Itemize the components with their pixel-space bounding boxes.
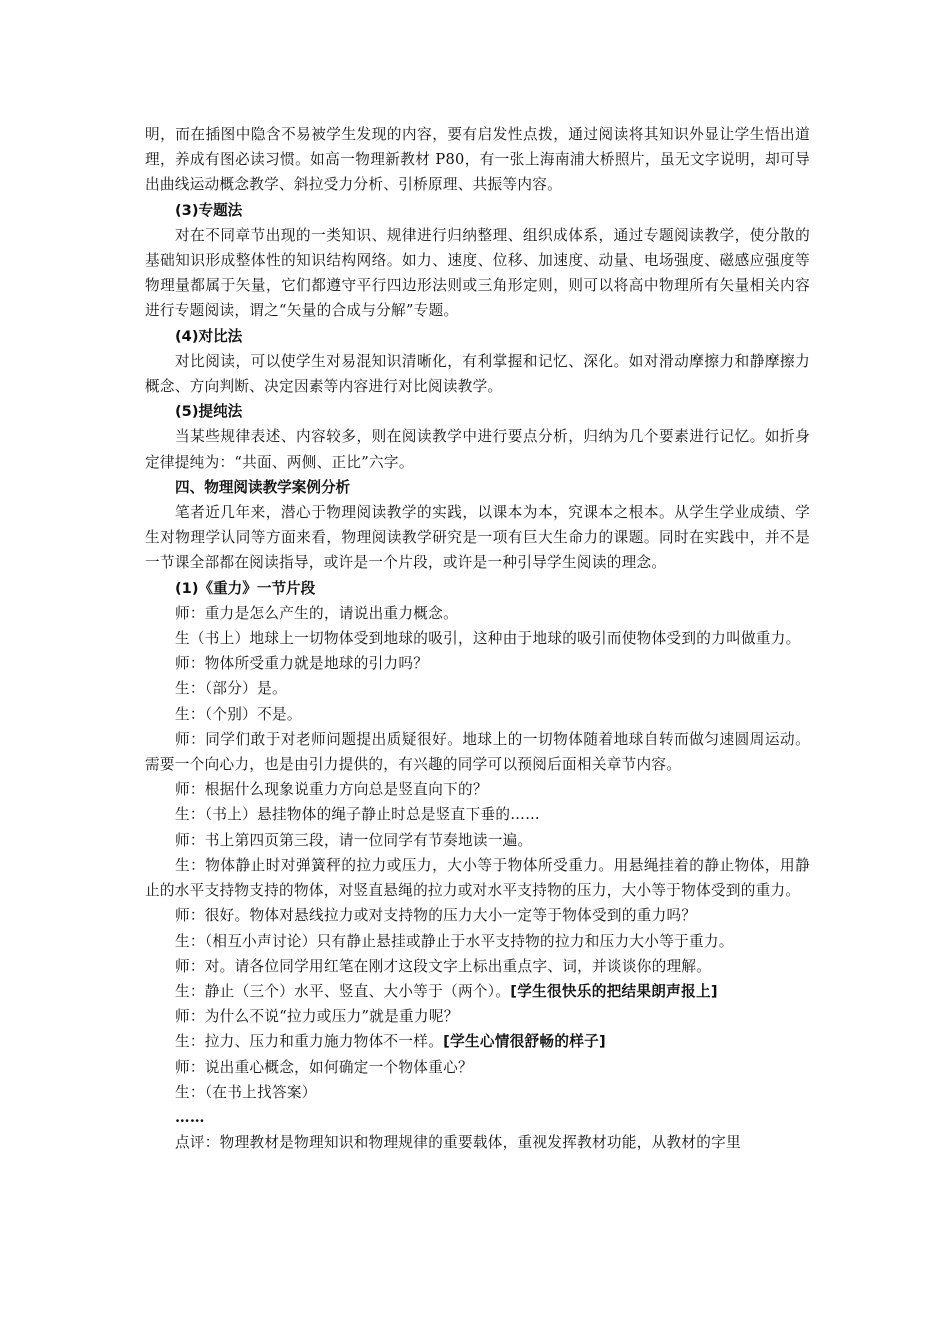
heading-thematic-method: (3)专题法 <box>175 201 243 219</box>
paragraph-refine-method: 当某些规律表述、内容较多，则在阅读教学中进行要点分析，归纳为几个要素进行记忆。如折身定律提纯为：“共面、两侧、正比”六字。 <box>145 428 810 471</box>
dialog-line: 师：对。请各位同学用红笔在刚才这段文字上标出重点字、词，并谈谈你的理解。 <box>175 957 712 975</box>
dialog-line: 生：（在书上找答案） <box>175 1083 317 1101</box>
dialog-line: 生：物体静止时对弹簧秤的拉力或压力，大小等于物体所受重力。用悬绳挂着的静止物体，用静止的水平支持物支持的物体，对竖直悬绳的拉力或对水平支持物的压力，大小等于物体受到的重力。 <box>145 856 810 900</box>
dialog-line <box>145 979 810 1004</box>
dialog-line <box>145 1029 810 1054</box>
ellipsis: …… <box>175 1108 205 1126</box>
dialog-line: 生：（部分）是。 <box>175 680 287 698</box>
paragraph-section-4: 笔者近几年来，潜心于物理阅读教学的实践，以课本为本，究课本之根本。从学生学业成绩、学生对物理学认同等方面来看，物理阅读教学研究是一项有巨大生命力的课题。同时在实践中，并不是一节课全部都在阅读指导，或许是一个片段，或许是一种引导学生阅读的理念。 <box>145 504 810 572</box>
dialog-line: 师：为什么不说“拉力或压力”就是重力呢？ <box>175 1008 459 1026</box>
dialog-line: 师：根据什么现象说重力方向总是竖直向下的？ <box>175 781 488 799</box>
bracket-note: [学生心情很舒畅的样子] <box>443 1033 606 1051</box>
dialog-line: 师：说出重心概念，如何确定一个物体重心？ <box>175 1058 473 1076</box>
dialog-line: 师：物体所受重力就是地球的引力吗？ <box>175 655 429 673</box>
dialog-text: 生：静止（三个）水平、竖直、大小等于（两个）。 <box>175 982 511 1000</box>
dialog-line: 生：（书上）悬挂物体的绳子静止时总是竖直下垂的…… <box>175 806 541 824</box>
dialog-line: 师：同学们敢于对老师问题提出质疑很好。地球上的一切物体随着地球自转而做匀速圆周运动。需要一个向心力，也是由引力提供的，有兴趣的同学可以预阅后面相关章节内容。 <box>145 730 810 774</box>
comment-paragraph: 点评：物理教材是物理知识和物理规律的重要载体，重视发挥教材功能，从教材的字里 <box>175 1134 741 1152</box>
paragraph-thematic-method: 对在不同章节出现的一类知识、规律进行归纳整理、组织成体系，通过专题阅读教学，使分散的基础知识形成整体性的知识结构网络。如力、速度、位移、加速度、动量、电场强度、磁感应强度等物理量都属于矢量，它们都遵守平行四边形法则或三角形定则，则可以将高中物理所有矢量相关内容进行专题阅读，谓之“矢量的合成与分解”专题。 <box>145 226 810 320</box>
dialog-line: 师：很好。物体对悬线拉力或对支持物的压力大小一定等于物体受到的重力吗？ <box>175 907 697 925</box>
dialog-line: 生（书上）地球上一切物体受到地球的吸引，这种由于地球的吸引而使物体受到的力叫做重力。 <box>175 630 801 648</box>
paragraph-intro: 明，而在插图中隐含不易被学生发现的内容，要有启发性点拨，通过阅读将其知识外显让学生悟出道理，养成有图必读习惯。如高一物理新教材 P80，有一张上海南浦大桥照片，虽无文字说明，却可导出曲线运动概念教学、斜拉受力分析、引桥原理、共振等内容。 <box>145 126 810 194</box>
heading-gravity-case: (1)《重力》一节片段 <box>175 579 316 597</box>
dialog-line: 生：（相互小声讨论）只有静止悬挂或静止于水平支持物的拉力和压力大小等于重力。 <box>175 932 734 950</box>
bracket-note: [学生很快乐的把结果朗声报上] <box>510 982 718 1000</box>
paragraph-contrast-method: 对比阅读，可以使学生对易混知识清晰化，有利掌握和记忆、深化。如对滑动摩擦力和静摩擦力概念、方向判断、决定因素等内容进行对比阅读教学。 <box>145 352 810 396</box>
dialog-line: 生：（个别）不是。 <box>175 705 302 723</box>
dialog-line: 师：重力是怎么产生的，请说出重力概念。 <box>175 604 458 622</box>
dialog-line: 师：书上第四页第三段，请一位同学有节奏地读一遍。 <box>175 831 533 849</box>
heading-refine-method: (5)提纯法 <box>175 403 243 421</box>
heading-contrast-method: (4)对比法 <box>175 327 243 345</box>
dialog-text: 生：拉力、压力和重力施力物体不一样。 <box>175 1033 444 1051</box>
document-page <box>145 122 810 1155</box>
heading-section-4: 四、物理阅读教学案例分析 <box>175 478 351 496</box>
